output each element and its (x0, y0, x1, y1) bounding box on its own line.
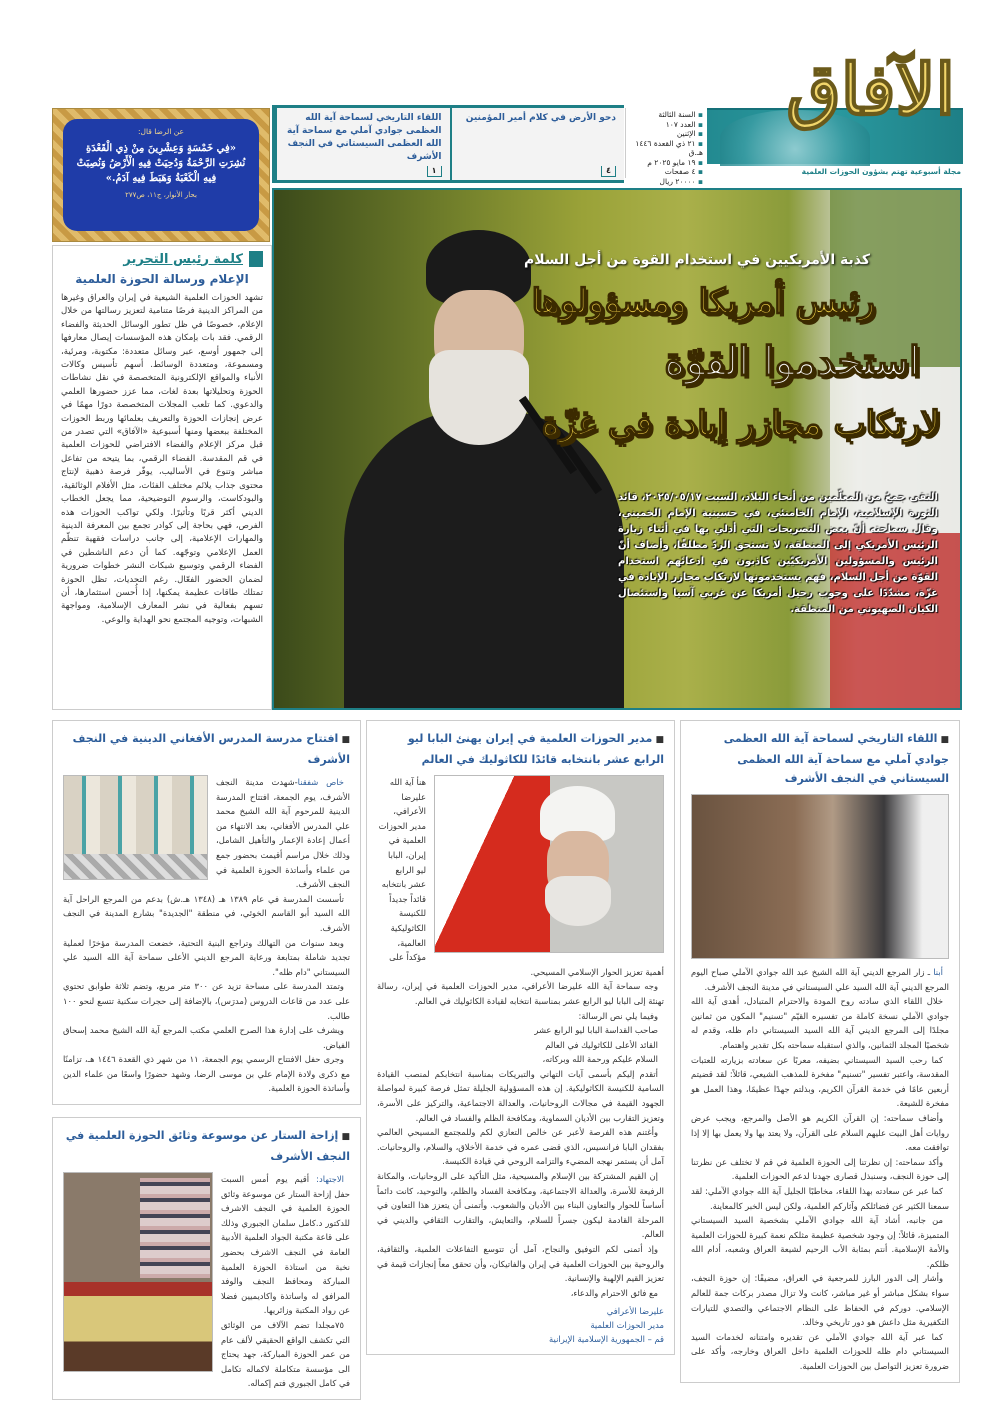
bottom-articles (52, 720, 960, 1400)
lead-headline-line[interactable]: رئيس أمريكا ومسؤولوها (531, 282, 875, 322)
hadith-reference: بحار الأنوار، ج١١، ص٢٧٧ (125, 191, 197, 199)
lead-summary: التقى جمعٌ من المعلّمين من أنحاء البلاد، السبت ٢٠٢٥/٠٥/١٧، قائد الثورة الإسلامية، الإمام الخامنئي، في حسينية الإمام الخميني، وقال سماحته أنّ بعض التصريحات التي أدلي بها في أثناء زيارة الرئيس الأمريكي إلى المنطقة، لا تستحق الردّ مطلقًا، وأضاف أنّ الرئيس والمسؤولين الأمريكيّين كاذبون في ادعائهم استخدام القوّة من أجل السلام، فهم يستخدمونها لارتكاب مجازر الإبادة في غزّة، مشدّدًا على وجوب رحيل أمريكا عن غربي آسيا واستئصال الكيان الصهيوني من المنطقة. (618, 492, 938, 615)
issue-price: ▪ ٢٠٠٠٠ ريال (630, 177, 703, 187)
article-arafi (366, 720, 675, 1355)
section-marker-icon (249, 251, 263, 267)
issue-pages: ▪ ٤ صفحات (630, 167, 703, 177)
lead-headline-line[interactable]: استخدموا القوّة (664, 338, 920, 385)
paragraph: أتقدم إليكم بأسمى آيات التهاني والتبريكات بمناسبة انتخابكم لمنصب القيادة السامية للكنيسة الكاثوليكية. إن هذه المسؤولية الجليلة تمثل فرصة كبيرة لمواصلة الجهود القيمة في مجالات الروحانيات، والعدالة الاجتماعية، والتركيز على الأسرة، وتعزيز التقارب بين الأديان السماوية، ومكافحة الظلم والفساد في العالم. (376, 1068, 664, 1123)
iran-flag-image (830, 190, 960, 710)
masthead (625, 48, 963, 186)
article-title[interactable]: ■ مدير الحوزات العلمية في إيران يهنئ البابا ليو الرابع عشر بانتخابه قائدًا للكاثوليك في العالم (377, 729, 664, 769)
page-number: ١ (427, 166, 442, 177)
paragraph: وجرى حفل الافتتاح الرسمي يوم الجمعة، ١١ من شهر ذي القعدة ١٤٤٦ هـ، تزامنًا مع ذكرى ولادة الإمام علي بن موسى الرضا، وشهد حضورًا واسعًا من علماء الدين وأساتذة الحوزة العلمية. (63, 1054, 350, 1094)
article-encyclopedia (52, 1117, 361, 1400)
paragraph: ٧٥مجلدا تضم الآلاف من الوثائق التي تكشف الواقع الحقيقي لألف عام من عمر الحوزة المباركة، جهد يحتاج الى مؤسسة متكاملة لاكماله تكامل في كامل الجبوري فتم إكماله. (221, 1320, 350, 1389)
page-number: ٤ (601, 166, 616, 177)
article-title[interactable]: ■ اللقاء التاريخي لسماحة آية الله العظمى جوادي آملي مع سماحة آية الله العظمى السيستاني في النجف الأشرف (691, 729, 949, 788)
lead-story (272, 188, 962, 710)
paragraph: وأضاف سماحته: إن القرآن الكريم هو الأصل والمرجع، ويجب عرض روايات أهل البيت عليهم السلام على القرآن، ولا يعتد بها ولا يعمل بها إلا إذا توافقت معه. (691, 1112, 949, 1153)
teaser-item[interactable] (450, 108, 625, 180)
hadith-source: عن الرضا قال: (138, 127, 184, 136)
paragraph: وتمتد المدرسة على مساحة تزيد عن ٣٠٠ متر مربع، وتضم ثلاثة طوابق تحتوي على عدد من قاعات الدروس (مدرَس)، بالإضافة إلى حجرات سكنية تتسع لنحو ١٠٠ طالب. (63, 981, 350, 1021)
article-source: الاجتهاد: (316, 1174, 344, 1185)
paragraph: إن القيم المشتركة بين الإسلام والمسيحية، مثل التأكيد على الروحانيات، والمكانة الرفيعة للأسرة، والعدالة الاجتماعية، ومكافحة الفساد والظلم، والتوحيد، كانت دائماً أساساً للحوار والتعاون البناء بين الأديان والشعوب. وأتمنى أن يتعزز هذا التعاون في المرحلة القادمة ليكون جسراً للسلام، والتعايش، والتقارب الثقافي والديني في العالم. (376, 1171, 664, 1240)
issue-year: ▪ السنة الثالثة (630, 110, 703, 120)
paragraph: وإذ أتمنى لكم التوفيق والنجاح، آمل أن تتوسع التفاعلات العلمية، والثقافية، والروحية بين الحوزات العلمية في إيران والفاتيكان، وأن تحقق معاً إنجازات قيمة في تعزيز القيم الإلهية والإنسانية. (376, 1244, 664, 1284)
paragraph: من جانبه، أشاد آية الله جوادي الآملي بشخصية السيد السيستاني المتميزة، قائلاً: إن وجود شخصية عظيمة مثلكم نعمة كبيرة للحوزات العلمية والأمة الإسلامية. أنتم بمثابة الأب الرحيم لشيعة العراق وشعبه، أدام الله ظلكم. (691, 1215, 949, 1269)
lead-headline-line[interactable]: لارتكاب مجازر إبادة في غزّة (541, 404, 940, 444)
teaser-bar (272, 105, 624, 183)
signature-location: قم – الجمهورية الإسلامية الإيرانية (549, 1334, 664, 1345)
issue-hijri-date: ▪ ٢١ ذي القعدة ١٤٤٦ هـ.ق (630, 139, 703, 158)
article-title[interactable]: ■ افتتاح مدرسة المدرس الأفغاني الدينية في النجف الأشرف (63, 729, 350, 769)
teaser-text: اللقاء التاريخي لسماحة آية الله العظمى جوادي آملي مع سماحة آية الله العظمى السيستاني في النجف الأشرف (287, 113, 442, 162)
hadith-text: «فِي خَمْسَةٍ وَعِشْرِينَ مِنْ ذِي الْقَعْدَةِ نُشِرَتِ الرَّحْمَةُ وَدُحِيَتْ فِيهِ الْأَرْضُ وَنُصِبَتْ فِيهِ الْكَعْبَةُ وَهَبَطَ فِيهِ آدَمُ.» (76, 143, 246, 184)
article-source: أبنا (933, 967, 943, 977)
editorial-body: تشهد الحوزات العلمية الشيعية في إيران والعراق وغيرها من المراكز الدينية فرصًا متنامية لتعزيز رسالتها من خلال الإعلام، خصوصًا في ظل تطور الوسائل الحديثة والفضاء الرقمي. فقد بات بإمكان هذه المؤسسات إيصال معارفها إلى جمهور أوسع، عبر وسائل متعددة: مكتوبة، ومرئية، ومسموعة، ومتعددة الوسائط. أسهم تأسيس وكالات الأنباء والمواقع الإلكترونية المتخصصة في نقل نشاطات الحوزة وتحليلاتها بعدة لغات، مما عزز حضورها العلمي والدعوي. كما تلعب المجلات المتخصصة دورًا مهمًا في عرض إنجازات الحوزة والتعريف بعلمائها وربط الحوزات المختلفة ببعضها ومنها أسبوعية «الآفاق» التي تصدر من قبل مركز الإعلام والفضاء الافتراضي للحوزات العلمية في قم المقدسة. الفضاء الرقمي، بما يتيحه من تفاعل مباشر وتنوع في الأساليب، يوفّر فرصة ذهبية لإنتاج محتوى جذاب يلائم مختلف الفئات، مثل الأفلام الوثائقية، والبودكاست، والرسوم التوضيحية، مما يجعل الخطاب الديني أكثر قربًا وتأثيرًا. ولكي تواكب الحوزات هذه الفرص، فهي بحاجة إلى كوادر تجمع بين المعرفة الدينية والمهارات الإعلامية، إلى جانب دراسات فقهية تنظّم العمل الإعلامي وتوجّهه. كما أن دعم الناشطين في الفضاء الرقمي وتوسيع شبكات النشر خطوات ضرورية لضمان الحضور الفعّال. رغم التحديات، تظل الحوزة تمتلك طاقات عظيمة يمكنها، إذا أُحسن استثمارها، أن تسهم بفعالية في نشر المعارف الإسلامية، ومواجهة الشبهات، وتوجيه المجتمع نحو الهداية والوعي. (61, 293, 263, 625)
paragraph: وجه سماحة آية الله عليرضا الأعرافي، مدير الحوزات العلمية في إيران، رسالة تهنئة إلى البابا ليو الرابع عشر بمناسبة انتخابه لقيادة الكاثوليك في العالم. (376, 981, 664, 1006)
meeting-photo (691, 794, 949, 959)
signature-name: عليرضا الأعرافي (606, 1306, 664, 1317)
article-source: خاص شفقنا (297, 777, 344, 787)
article-school (52, 720, 361, 1105)
article-meeting (680, 720, 960, 1383)
paragraph: السلام عليكم ورحمة الله وبركاته، (542, 1054, 658, 1065)
paragraph: وأشار إلى الدور البارز للمرجعية في العراق، مضيفًا: إن حوزة النجف، سواء بشكل مباشر أو غير مباشر، كانت ولا تزال مصدر بركات جمة للعالم الإسلامي. دوركم في الحفاظ على النظام الاجتماعي والتصدي للتيارات التكفيرية مثل داعش هو دور تاريخي وخالد. (691, 1273, 949, 1328)
newspaper-logo: الآفاق (786, 48, 955, 131)
paragraph: كما رحب السيد السيستاني بضيفه، معربًا عن سعادته بزيارته للعتبات المقدسة، واعتبر تفسير "تسنيم" مفخرة للمذهب الشيعي، قائلاً: لقد قضيتم أربعين عامًا في خدمة القرآن الكريم، وبذلتم جهدًا عظيمًا، وهذا العمل هو مفخرة للشيعة. (691, 1054, 949, 1109)
paragraph: خلال اللقاء الذي سادته روح المودة والاحترام المتبادل، أهدى آية الله جوادي الآملي نسخة كاملة من تفسيره القيّم "تسنيم" المكون من ثمانين مجلدًا إلى المرجع الديني آية الله السيد السيستاني دام ظله، وقدم له شخصيًا المجلد الثمانين، والذي استقبله سماحته بكل تقدير واهتمام. (691, 996, 949, 1050)
paragraph: وأكد سماحته: إن نظرتنا إلى الحوزة العلمية في قم لا تختلف عن نظرتنا إلى حوزة النجف، وسنبذل قصارى جهدنا لدعم الحوزات العلمية. (691, 1156, 949, 1182)
paragraph: القائد الأعلى للكاثوليك في العالم (545, 1039, 658, 1050)
signature-title: مدير الحوزات العلمية (590, 1320, 664, 1331)
school-photo (63, 775, 208, 880)
arafi-photo (434, 775, 664, 953)
article-title[interactable]: ■ إزاحة الستار عن موسوعة وثائق الحوزة العلمية في النجف الأشرف (63, 1126, 350, 1166)
paragraph: وأغتنم هذه الفرصة لأعبر عن خالص التعازي لكم وللمجتمع المسيحي العالمي بفقدان البابا فرانسيس، الذي قضى عمره في خدمة الأخلاق، والسلام، والروحانيات. آمل أن يستمر نهجه المضيء والتزامه الروحي في قيادة الكنيسة. (376, 1127, 664, 1167)
paragraph: وفيما يلي نص الرسالة: (578, 1010, 658, 1021)
encyclopedia-photo (63, 1172, 213, 1372)
paragraph: كما عبر عن سعادته بهذا اللقاء، مخاطبًا الجليل آية الله جوادي الآملي: لقد سمعنا الكثير عن فضائلكم وآثاركم العلمية، ولكن ليس الخبر كالمعاينة. (691, 1185, 949, 1211)
teaser-item[interactable] (275, 108, 450, 180)
paragraph: أقيم يوم أمس السبت حفل إزاحة الستار عن موسوعة وثائق الحوزة العلمية في النجف الاشرف للدكتور د.كامل سلمان الجبوري وذلك على قاعة مكتبة الجواد العلمية الأدبية العامة في النجف الاشرف بحضور نخبة من استاذة الحوزة العلمية المباركة ومحافظ النجف والوفد المرافق له واساتذة واكاديميين فضلا عن رواد المكتبة وزائريها. (221, 1174, 350, 1316)
issue-date: ▪ ١٩ مايو ٢٠٢٥ م (630, 158, 703, 168)
editorial-column (52, 245, 272, 710)
paragraph: صاحب القداسة البابا ليو الرابع عشر (534, 1025, 658, 1036)
paragraph: -شهدت مدينة النجف الأشرف، يوم الجمعة، افتتاح المدرسة الدينية للمرحوم آية الله الشيخ محمد علي المدرس الأفغاني، بعد الانتهاء من أعمال إعادة الإعمار والتأهيل الشامل، وذلك خلال مراسم أقيمت بحضور جمع من علماء وأساتذة الحوزة العلمية في النجف الأشرف. (216, 777, 350, 890)
tagline: مجلة أسبوعية تهتم بشؤون الحوزات العلمية (801, 167, 961, 176)
editorial-title[interactable]: الإعلام ورسالة الحوزة العلمية (75, 272, 249, 286)
paragraph: ويشرف على إدارة هذا الصرح العلمي مكتب المرجع آية الله الشيخ محمد إسحاق الفياض. (63, 1025, 350, 1050)
teaser-text: دحو الأرض في كلام أمير المؤمنين (465, 113, 616, 123)
paragraph: تأسست المدرسة في عام ١٣٨٩ هـ (١٣٤٨ هـ.ش) بدعم من المرجع الراحل آية الله السيد أبو القاسم الخوئي، في منطقة "الجديدة" بشارع المدينة في النجف الأشرف. (63, 893, 350, 933)
lead-kicker: كذبة الأمريكيين في استخدام القوة من أجل السلام (524, 252, 870, 268)
paragraph: مع فائق الاحترام والدعاء، (570, 1287, 658, 1298)
issue-day: ▪ الإثنين (630, 129, 703, 139)
issue-number: ▪ العدد ١٠٧ (630, 120, 703, 130)
paragraph: كما عبر آية الله جوادي الآملي عن تقديره وامتنانه لخدمات السيد السيستاني دام ظله للحوزات العلمية داخل العراق وخارجه، وأكد على ضرورة تعزيز التواصل بين الحوزات العلمية. (691, 1331, 949, 1372)
editorial-kicker: كلمة رئيس التحرير (123, 251, 243, 267)
article-intro: هنأ آية الله عليرضا الأعرافي، مدير الحوزات العلمية في إيران، البابا ليو الرابع عشر بانتخابه قائداً جديداً للكنيسة الكاثوليكية العالمية، مؤكداً على أهمية تعزيز الحوار الإسلامي المسيحي. (378, 777, 664, 977)
hadith-box (52, 108, 270, 242)
left-column (52, 720, 361, 1400)
paragraph: وبعد سنوات من التهالك وتراجع البنية التحتية، خضعت المدرسة مؤخرًا لعملية تجديد شاملة بمتابعة ورعاية المرجع الديني الأعلى سماحة آية الله السيد علي السيستاني "دام ظله". (63, 937, 350, 977)
issue-info (625, 108, 707, 186)
paragraph: ـ زار المرجع الديني آية الله الشيخ عبد الله جوادي الآملي صباح اليوم المرجع الديني آية الله السيد علي السيستاني في مدينة النجف الأشرف. (691, 967, 949, 992)
